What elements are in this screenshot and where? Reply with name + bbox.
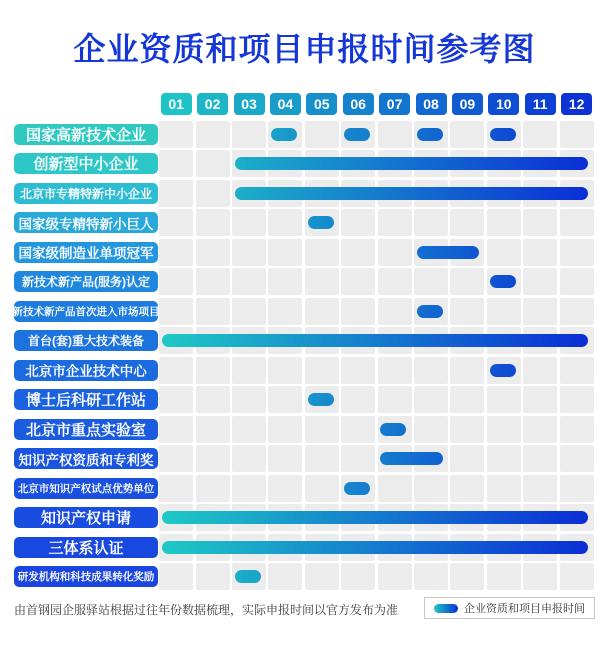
grid-cell xyxy=(232,209,266,236)
row-label-pill: 北京市重点实验室 xyxy=(14,419,158,440)
grid-cell xyxy=(159,563,193,590)
grid-cell xyxy=(341,563,375,590)
grid-cell xyxy=(232,268,266,295)
timeline-bar xyxy=(162,541,588,554)
grid-cell xyxy=(414,268,448,295)
grid-cell xyxy=(450,121,484,148)
row-label-pill: 北京市专精特新中小企业 xyxy=(14,183,158,204)
grid-cell xyxy=(414,357,448,384)
grid-cell xyxy=(378,386,412,413)
grid-cell xyxy=(414,209,448,236)
row-label-pill: 首台(套)重大技术装备 xyxy=(14,330,158,351)
grid-cell xyxy=(487,386,521,413)
grid-cell xyxy=(523,386,557,413)
row-label-pill: 国家级专精特新小巨人 xyxy=(14,212,158,233)
grid-cell xyxy=(196,563,230,590)
grid-cell xyxy=(450,386,484,413)
grid-cell xyxy=(305,416,339,443)
timeline-bar xyxy=(308,393,334,406)
grid-cell xyxy=(159,180,193,207)
legend-label: 企业资质和项目申报时间 xyxy=(464,603,585,615)
grid-cell xyxy=(523,445,557,472)
row-label-pill: 新技术新产品(服务)认定 xyxy=(14,271,158,292)
timeline-bar xyxy=(417,246,479,259)
grid-cell xyxy=(159,268,193,295)
timeline-bar xyxy=(344,482,370,495)
grid-cell xyxy=(378,563,412,590)
month-header-cell: 10 xyxy=(488,93,519,115)
grid-cell xyxy=(232,239,266,266)
grid-cell xyxy=(268,209,302,236)
grid-cell xyxy=(560,475,594,502)
month-header-cell: 03 xyxy=(234,93,265,115)
grid-cell xyxy=(159,445,193,472)
grid-cell xyxy=(378,209,412,236)
row-label-pill: 博士后科研工作站 xyxy=(14,389,158,410)
grid-cell xyxy=(560,209,594,236)
timeline-bar xyxy=(380,452,442,465)
grid-cell xyxy=(487,298,521,325)
grid-cell xyxy=(523,298,557,325)
timeline-bar xyxy=(490,364,516,377)
row-label-pill: 北京市知识产权试点优势单位 xyxy=(14,478,158,499)
grid-cell xyxy=(196,357,230,384)
grid-cell xyxy=(450,298,484,325)
timeline-chart xyxy=(14,93,595,593)
grid-cell xyxy=(268,445,302,472)
timeline-bar xyxy=(162,511,588,524)
grid-cell xyxy=(232,298,266,325)
grid-cell xyxy=(523,475,557,502)
timeline-bar xyxy=(344,128,370,141)
grid-cell xyxy=(341,445,375,472)
grid-cell xyxy=(560,445,594,472)
grid-cell xyxy=(305,445,339,472)
grid-cell xyxy=(305,563,339,590)
grid-cell xyxy=(196,475,230,502)
grid-cell xyxy=(487,445,521,472)
grid-cell xyxy=(341,239,375,266)
month-header-cell: 04 xyxy=(270,93,301,115)
grid-cell xyxy=(378,121,412,148)
month-header-cell: 05 xyxy=(306,93,337,115)
timeline-bar xyxy=(162,334,588,347)
grid-cell xyxy=(268,416,302,443)
grid-cell xyxy=(523,121,557,148)
timeline-bar xyxy=(235,157,589,170)
grid-cell xyxy=(378,357,412,384)
grid-cell xyxy=(196,298,230,325)
grid-cell xyxy=(341,268,375,295)
grid-cell xyxy=(523,357,557,384)
grid-cell xyxy=(232,386,266,413)
grid-cell xyxy=(450,357,484,384)
grid-cell xyxy=(232,121,266,148)
grid-cell xyxy=(414,416,448,443)
grid-cell xyxy=(159,209,193,236)
grid-cell xyxy=(232,475,266,502)
grid-cell xyxy=(305,121,339,148)
grid-cell xyxy=(378,475,412,502)
grid-cell xyxy=(159,239,193,266)
grid-cell xyxy=(268,239,302,266)
month-header-cell: 11 xyxy=(525,93,556,115)
grid-cell xyxy=(560,298,594,325)
grid-cell xyxy=(341,416,375,443)
grid-cell xyxy=(414,563,448,590)
grid-cell xyxy=(341,386,375,413)
grid-cell xyxy=(378,268,412,295)
grid-cell xyxy=(378,298,412,325)
grid-cell xyxy=(159,416,193,443)
grid-cell xyxy=(450,563,484,590)
grid-cell xyxy=(450,445,484,472)
grid-cell xyxy=(159,475,193,502)
grid-cell xyxy=(232,357,266,384)
timeline-bar xyxy=(490,128,516,141)
grid-cell xyxy=(268,563,302,590)
timeline-bar xyxy=(417,128,443,141)
timeline-bar xyxy=(308,216,334,229)
grid-cell xyxy=(268,357,302,384)
grid-cell xyxy=(523,563,557,590)
grid-cell xyxy=(159,386,193,413)
row-label-pill: 国家级制造业单项冠军 xyxy=(14,242,158,263)
grid-cell xyxy=(450,268,484,295)
grid-cell xyxy=(196,239,230,266)
grid-cell xyxy=(196,268,230,295)
grid-cell xyxy=(487,239,521,266)
month-header-cell: 12 xyxy=(561,93,592,115)
grid-cell xyxy=(560,268,594,295)
timeline-bar xyxy=(380,423,406,436)
grid-cell xyxy=(341,209,375,236)
grid-cell xyxy=(305,357,339,384)
row-label-pill: 知识产权申请 xyxy=(14,507,158,528)
grid-cell xyxy=(487,475,521,502)
grid-cell xyxy=(159,357,193,384)
grid-cell xyxy=(305,475,339,502)
row-label-pill: 北京市企业技术中心 xyxy=(14,360,158,381)
grid-cell xyxy=(159,298,193,325)
grid-cell xyxy=(268,475,302,502)
grid-cell xyxy=(523,239,557,266)
row-label-pill: 国家高新技术企业 xyxy=(14,124,158,145)
grid-cell xyxy=(305,239,339,266)
grid-cell xyxy=(305,268,339,295)
grid-cell xyxy=(560,357,594,384)
grid-cell xyxy=(560,416,594,443)
grid-cell xyxy=(560,121,594,148)
grid-cell xyxy=(560,386,594,413)
grid-cell xyxy=(487,416,521,443)
grid-cell xyxy=(196,445,230,472)
month-header-cell: 08 xyxy=(416,93,447,115)
grid-cell xyxy=(378,239,412,266)
grid-cell xyxy=(523,209,557,236)
grid-cell xyxy=(196,209,230,236)
timeline-bar xyxy=(271,128,297,141)
grid-cell xyxy=(450,475,484,502)
grid-cell xyxy=(523,268,557,295)
timeline-bar xyxy=(417,305,443,318)
grid-cell xyxy=(487,563,521,590)
grid-cell xyxy=(450,416,484,443)
grid-cell xyxy=(560,239,594,266)
row-label-pill: 新技术新产品首次进入市场项目 xyxy=(14,301,158,322)
footer-note: 由首钢园企服驿站根据过往年份数据梳理，实际申报时间以官方发布为准 xyxy=(14,603,399,617)
grid-cell xyxy=(196,121,230,148)
month-header-cell: 09 xyxy=(452,93,483,115)
grid-cell xyxy=(232,445,266,472)
grid-cell xyxy=(268,386,302,413)
timeline-bar xyxy=(235,570,261,583)
legend xyxy=(424,597,595,619)
month-header-cell: 06 xyxy=(343,93,374,115)
grid-cell xyxy=(159,121,193,148)
row-label-pill: 研发机构和科技成果转化奖励 xyxy=(14,566,158,587)
grid-cell xyxy=(196,386,230,413)
row-label-pill: 三体系认证 xyxy=(14,537,158,558)
grid-cell xyxy=(232,416,266,443)
month-header-cell: 07 xyxy=(379,93,410,115)
legend-bar-icon xyxy=(434,604,458,613)
page-title: 企业资质和项目申报时间参考图 xyxy=(73,31,536,67)
grid-cell xyxy=(523,416,557,443)
timeline-bar xyxy=(490,275,516,288)
grid-cell xyxy=(196,150,230,177)
grid-cell xyxy=(268,268,302,295)
grid-cell xyxy=(159,150,193,177)
row-label-pill: 创新型中小企业 xyxy=(14,153,158,174)
grid-cell xyxy=(268,298,302,325)
grid-cell xyxy=(305,298,339,325)
month-header-cell: 01 xyxy=(161,93,192,115)
grid-cell xyxy=(560,563,594,590)
month-header-cell: 02 xyxy=(197,93,228,115)
grid-cell xyxy=(341,298,375,325)
grid-cell xyxy=(450,209,484,236)
grid-cell xyxy=(196,416,230,443)
timeline-bar xyxy=(235,187,589,200)
grid-cell xyxy=(414,475,448,502)
row-label-pill: 知识产权资质和专利奖 xyxy=(14,448,158,469)
grid-cell xyxy=(341,357,375,384)
grid-cell xyxy=(196,180,230,207)
grid-cell xyxy=(487,209,521,236)
grid-cell xyxy=(414,386,448,413)
